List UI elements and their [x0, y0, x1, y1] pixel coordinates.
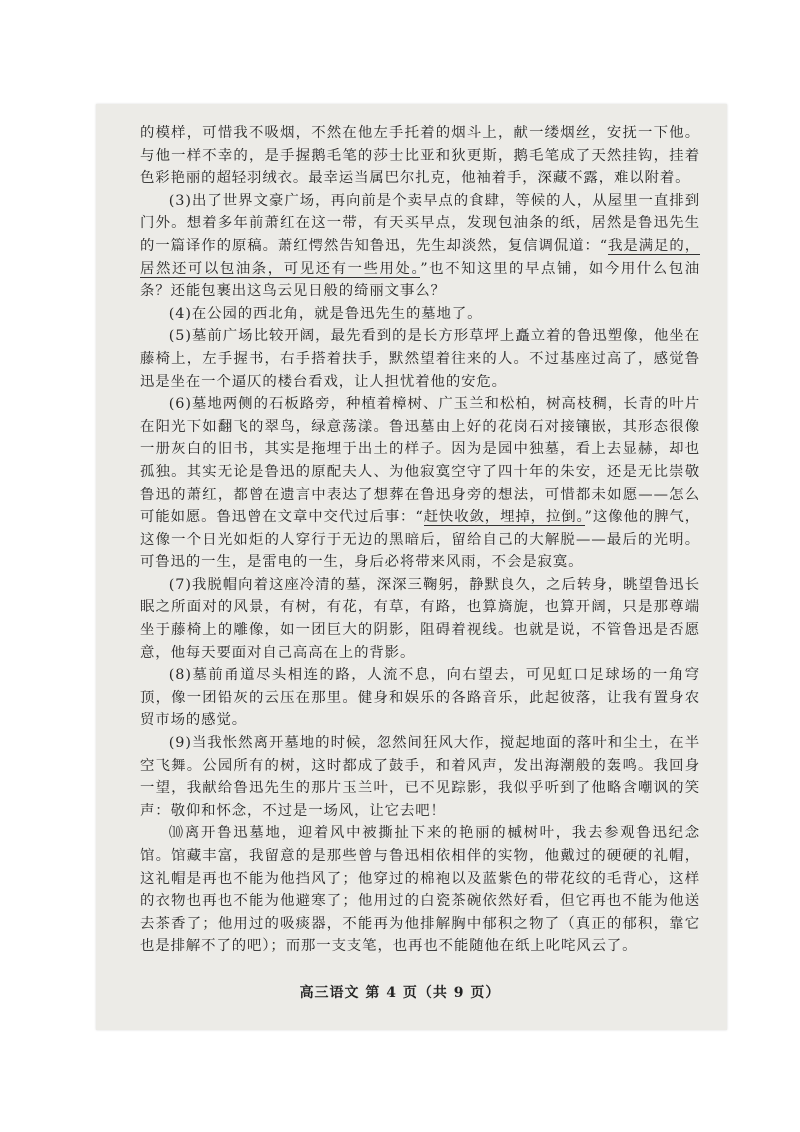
paragraph-3-text-before: (3)出了世界文豪广场，再向前是个卖早点的食肆，等候的人，从屋里一直排到门外。想着多年前萧红在这一带，有天买早点，发现包油条的纸，居然是鲁迅先生的一篇译作的原稿。萧红愕然告知鲁迅，先生却淡然，复信调侃道：“	[140, 192, 700, 254]
paragraph-continuation: 的模样，可惜我不吸烟，不然在他左手托着的烟斗上，献一缕烟丝，安抚一下他。与他一样不幸的，是手握鹅毛笔的莎士比亚和狄更斯，鹅毛笔成了天然挂钩，挂着色彩艳丽的超轻羽绒衣。最幸运当属巴尔扎克，他袖着手，深藏不露，难以附着。	[140, 125, 700, 187]
paragraph-6-text-before: (6)墓地两侧的石板路旁，种植着樟树、广玉兰和松柏，树高枝稠，长青的叶片在阳光下如翻飞的翠鸟，绿意荡漾。鲁迅墓由上好的花岗石对接镶嵌，其形态很像一册灰白的旧书，其实是拖埋于出土的样子。因为是园中独墓，看上去显赫，却也孤独。其实无论是鲁迅的原配夫人、为他寂寞空守了四十年的朱安，还是无比崇敬鲁迅的萧红，都曾在遗言中表达了想葬在鲁迅身旁的想法，可惜都未如愿——怎么可能如愿。鲁迅曾在文章中交代过后事：“	[140, 396, 700, 526]
paragraph-6-text-after: ”这像他的脾气，这像一个日光如炬的人穿行于无边的黑暗后，留给自己的大解脱——最后的光明。可鲁迅的一生，是雷电的一生，身后必将带来风雨，不会是寂寞。	[140, 509, 701, 571]
paragraph-4: (4)在公园的西北角，就是鲁迅先生的墓地了。	[168, 305, 483, 322]
page-footer: 高三语文 第 4 页（共 9 页）	[299, 985, 501, 1001]
paragraph-3-text-after: ”也不知这里的早点铺，如今用什么包油条？还能包裹出这鸟云见日般的绮丽文事么？	[140, 260, 700, 300]
article-body	[140, 122, 700, 958]
paragraph-9: (9)当我怅然离开墓地的时候，忽然间狂风大作，搅起地面的落叶和尘土，在半空飞舞。公园所有的树，这时都成了鼓手，和着风声，发出海潮般的轰鸣。我回身一望，我献给鲁迅先生的那片玉兰叶，已不见踪影，我似乎听到了他略含嘲讽的笑声：敬仰和怀念，不过是一场风，让它去吧！	[140, 735, 700, 819]
paragraph-8: (8)墓前甬道尽头相连的路，人流不息，向右望去，可见虹口足球场的一角穹顶，像一团铅灰的云压在那里。健身和娱乐的各路音乐，此起彼落，让我有置身农贸市场的感觉。	[140, 667, 700, 729]
paragraph-3-underlined-quote: 我是满足的，居然还可以包油条，可见还有一些用处。	[140, 237, 701, 277]
paragraph-6-underlined-quote: 赶快收敛，埋掉，拉倒。	[423, 509, 585, 526]
paragraph-7: (7)我脱帽向着这座冷清的墓，深深三鞠躬，静默良久，之后转身，眺望鲁迅长眠之所面对的风景，有树，有花，有草，有路，也算旖旎，也算开阔，只是那尊端坐于藤椅上的雕像，如一团巨大的阴影，阻碍着视线。也就是说，不管鲁迅是否愿意，他每天要面对自己高高在上的背影。	[140, 576, 700, 661]
paragraph-6	[140, 393, 700, 574]
paragraph-10: ⑽离开鲁迅墓地，迎着风中被撕扯下来的艳丽的槭树叶，我去参观鲁迅纪念馆。馆藏丰富，我留意的是那些曾与鲁迅相依相伴的实物，他戴过的硬硬的礼帽，这礼帽是再也不能为他挡风了；他穿过的棉袍以及蓝紫色的带花纹的毛背心，这样的衣物也再也不能为他避寒了；他用过的白瓷茶碗依然好看，但它再也不能为他送去茶香了；他用过的吸痰器，不能再为他排解胸中郁积之物了（真正的郁积，靠它也是排解不了的吧）；而那一支支笔，也再也不能随他在纸上叱咤风云了。	[140, 825, 700, 955]
paragraph-5: (5)墓前广场比较开阔，最先看到的是长方形草坪上矗立着的鲁迅塑像，他坐在藤椅上，左手握书，右手搭着扶手，默然望着往来的人。不过基座过高了，感觉鲁迅是坐在一个逼仄的楼台看戏，让人担忧着他的安危。	[140, 328, 700, 390]
paragraph-3	[140, 190, 700, 303]
